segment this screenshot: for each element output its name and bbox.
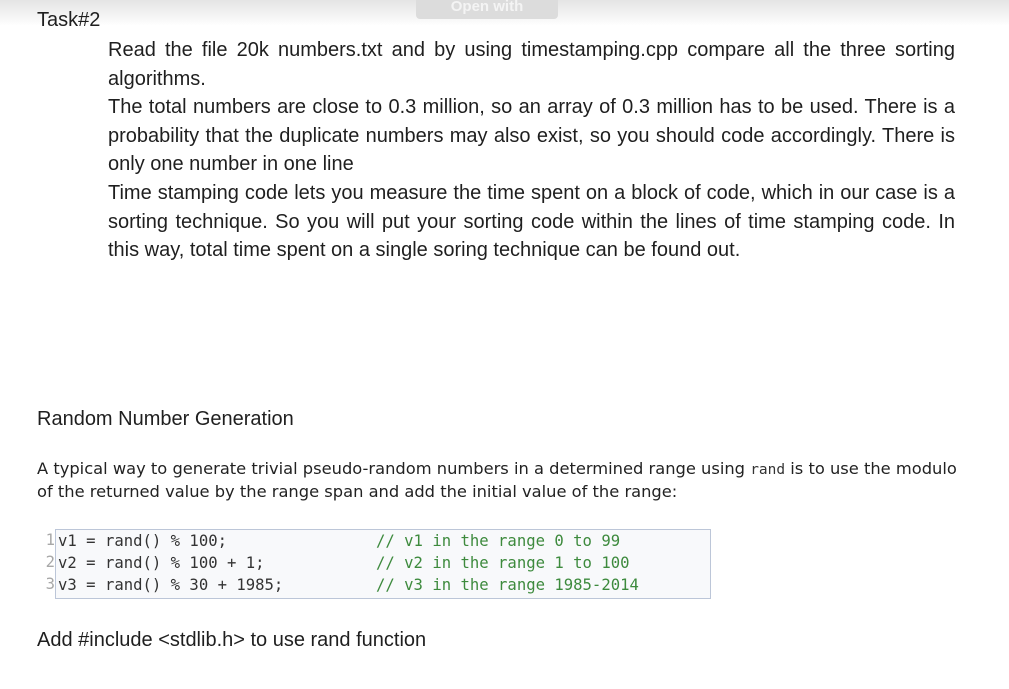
line-number: 2: [45, 553, 55, 571]
task-paragraph: Time stamping code lets you measure the time spent on a block of code, which in our case is a sorting technique. So you will put your sorting code within the lines of time stamping code. In this way, total time spent on a single soring technique can be found out.: [108, 181, 955, 262]
code-comment: // v1 in the range 0 to 99: [376, 532, 621, 550]
line-number-gutter: [41, 529, 55, 599]
code-statement: v2 = rand() % 100 + 1;: [58, 554, 265, 572]
code-statement: v1 = rand() % 100;: [58, 532, 227, 550]
task-paragraph: The total numbers are close to 0.3 million, so an array of 0.3 million has to be used. There is a probability that the duplicate numbers may also exist, so you should code accordingly. There is only one number in one line: [108, 96, 955, 176]
include-note: Add #include <stdlib.h> to use rand function: [37, 629, 427, 651]
intro-text: A typical way to generate trivial pseudo-random numbers in a determined range using: [37, 459, 751, 478]
task-paragraph: Read the file 20k numbers.txt and by using timestamping.cpp compare all the three sorting algorithms.: [108, 39, 955, 90]
task-description: [108, 36, 955, 265]
section-heading: Random Number Generation: [37, 408, 294, 430]
line-number: 1: [45, 531, 55, 549]
code-statement: v3 = rand() % 30 + 1985;: [58, 576, 284, 594]
line-number: 3: [45, 575, 55, 593]
task-title: Task#2: [37, 9, 101, 31]
code-line: [56, 552, 710, 574]
inline-code: rand: [750, 462, 786, 478]
code-area: [55, 529, 711, 599]
open-with-button[interactable]: Open with: [416, 0, 558, 19]
code-line: [56, 574, 710, 596]
code-comment: // v3 in the range 1985-2014: [376, 576, 639, 594]
intro-paragraph: [37, 458, 957, 503]
code-snippet: [41, 529, 711, 599]
intro-text: is to use the modulo of the returned value by the range span and add the initial value of the range:: [37, 459, 957, 501]
code-line: [56, 530, 710, 552]
code-comment: // v2 in the range 1 to 100: [376, 554, 630, 572]
